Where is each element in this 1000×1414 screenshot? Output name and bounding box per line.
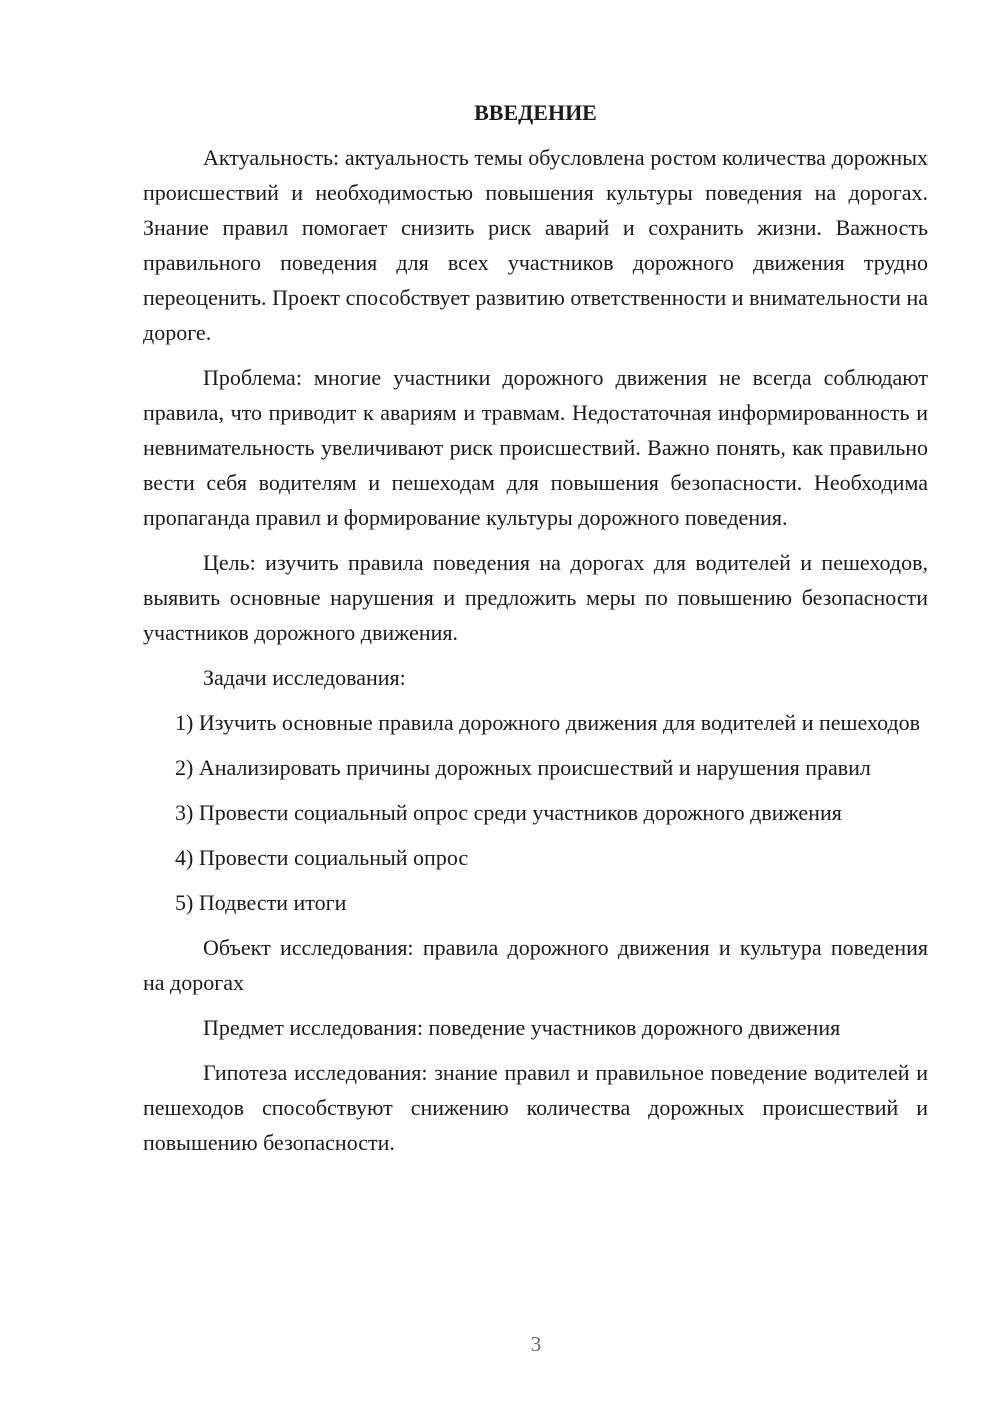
paragraph-hypothesis: Гипотеза исследования: знание правил и правильное поведение водителей и пешеходов способствуют снижению количества дорожных происшествий и повышению безопасности. xyxy=(143,1060,928,1155)
task-item-2: 2) Анализировать причины дорожных происшествий и нарушения правил xyxy=(175,755,871,780)
paragraph-problem: Проблема: многие участники дорожного движения не всегда соблюдают правила, что приводит к авариям и травмам. Недостаточная информированность и невнимательность увеличивают риск происшествий. Важно понять, как правильно вести себя водителям и пешеходам для повышения безопасности. Необходима пропаганда правил и формирование культуры дорожного поведения. xyxy=(143,365,928,530)
document-body xyxy=(143,95,928,1170)
paragraph-relevance: Актуальность: актуальность темы обусловлена ростом количества дорожных происшествий и необходимостью повышения культуры поведения на дорогах. Знание правил помогает снизить риск аварий и сохранить жизни. Важность правильного поведения для всех участников дорожного движения трудно переоценить. Проект способствует развитию ответственности и внимательности на дороге. xyxy=(143,145,928,345)
paragraph-goal: Цель: изучить правила поведения на дорогах для водителей и пешеходов, выявить основные нарушения и предложить меры по повышению безопасности участников дорожного движения. xyxy=(143,550,928,645)
paragraph-tasks-heading: Задачи исследования: xyxy=(203,665,406,690)
task-item-5: 5) Подвести итоги xyxy=(175,890,347,915)
task-item-3: 3) Провести социальный опрос среди участников дорожного движения xyxy=(175,800,842,825)
section-title: ВВЕДЕНИЕ xyxy=(474,100,597,125)
task-item-4: 4) Провести социальный опрос xyxy=(175,845,469,870)
paragraph-subject: Предмет исследования: поведение участников дорожного движения xyxy=(203,1015,841,1040)
page-number: 3 xyxy=(530,1332,542,1356)
paragraph-object: Объект исследования: правила дорожного движения и культура поведения на дорогах xyxy=(143,935,928,995)
task-item-1: 1) Изучить основные правила дорожного движения для водителей и пешеходов xyxy=(175,710,921,735)
